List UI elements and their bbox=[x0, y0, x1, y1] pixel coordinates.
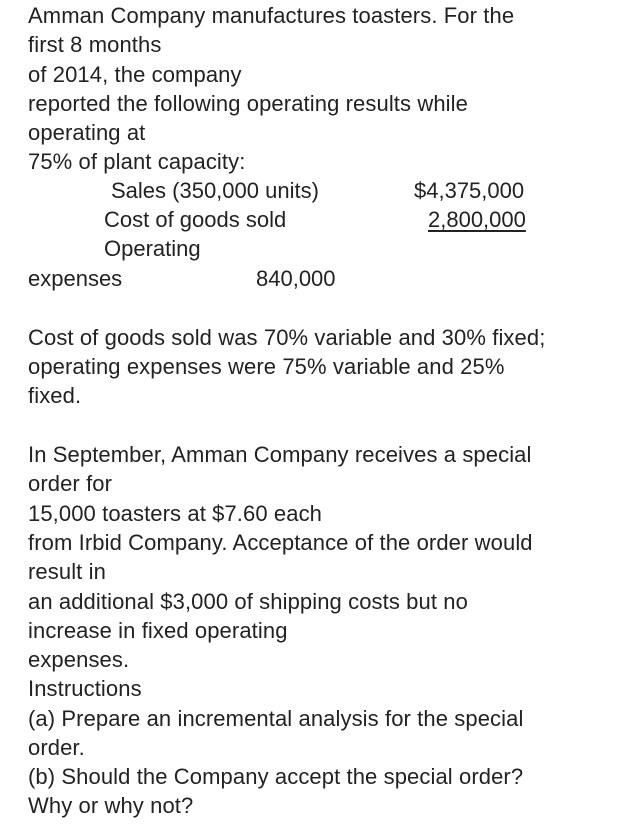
special-order-line: expenses. bbox=[28, 647, 130, 672]
special-order-line: 15,000 toasters at $7.60 each bbox=[28, 501, 323, 526]
special-order-line: In September, Amman Company receives a special bbox=[28, 442, 532, 467]
opex-value: 840,000 bbox=[256, 266, 336, 291]
intro-line: of 2014, the company bbox=[28, 62, 242, 87]
special-order-line: increase in fixed operating bbox=[28, 618, 288, 643]
cogs-value: 2,800,000 bbox=[428, 207, 526, 232]
instruction-line: order. bbox=[28, 735, 85, 760]
intro-line: operating at bbox=[28, 120, 146, 145]
cogs-label: Cost of goods sold bbox=[104, 207, 287, 232]
intro-line: Amman Company manufactures toasters. For the bbox=[28, 3, 515, 28]
instruction-line: Why or why not? bbox=[28, 793, 194, 818]
special-order-line: an additional $3,000 of shipping costs but no bbox=[28, 589, 468, 614]
instruction-line: (b) Should the Company accept the special order? bbox=[28, 764, 524, 789]
intro-line: 75% of plant capacity: bbox=[28, 149, 246, 174]
instruction-line: (a) Prepare an incremental analysis for the special bbox=[28, 706, 524, 731]
cost-behavior-line: fixed. bbox=[28, 383, 82, 408]
intro-line: first 8 months bbox=[28, 32, 162, 57]
sales-label: Sales (350,000 units) bbox=[111, 178, 319, 203]
cost-behavior-line: operating expenses were 75% variable and 25% bbox=[28, 354, 505, 379]
special-order-line: result in bbox=[28, 559, 106, 584]
cost-behavior-line: Cost of goods sold was 70% variable and 30% fixed; bbox=[28, 325, 546, 350]
special-order-line: order for bbox=[28, 471, 113, 496]
opex-label-continued: expenses bbox=[28, 266, 123, 291]
special-order-line: from Irbid Company. Acceptance of the order would bbox=[28, 530, 533, 555]
intro-line: reported the following operating results while bbox=[28, 91, 468, 116]
sales-value: $4,375,000 bbox=[414, 178, 525, 203]
instructions-heading: Instructions bbox=[28, 676, 142, 701]
opex-label: Operating bbox=[104, 236, 201, 261]
